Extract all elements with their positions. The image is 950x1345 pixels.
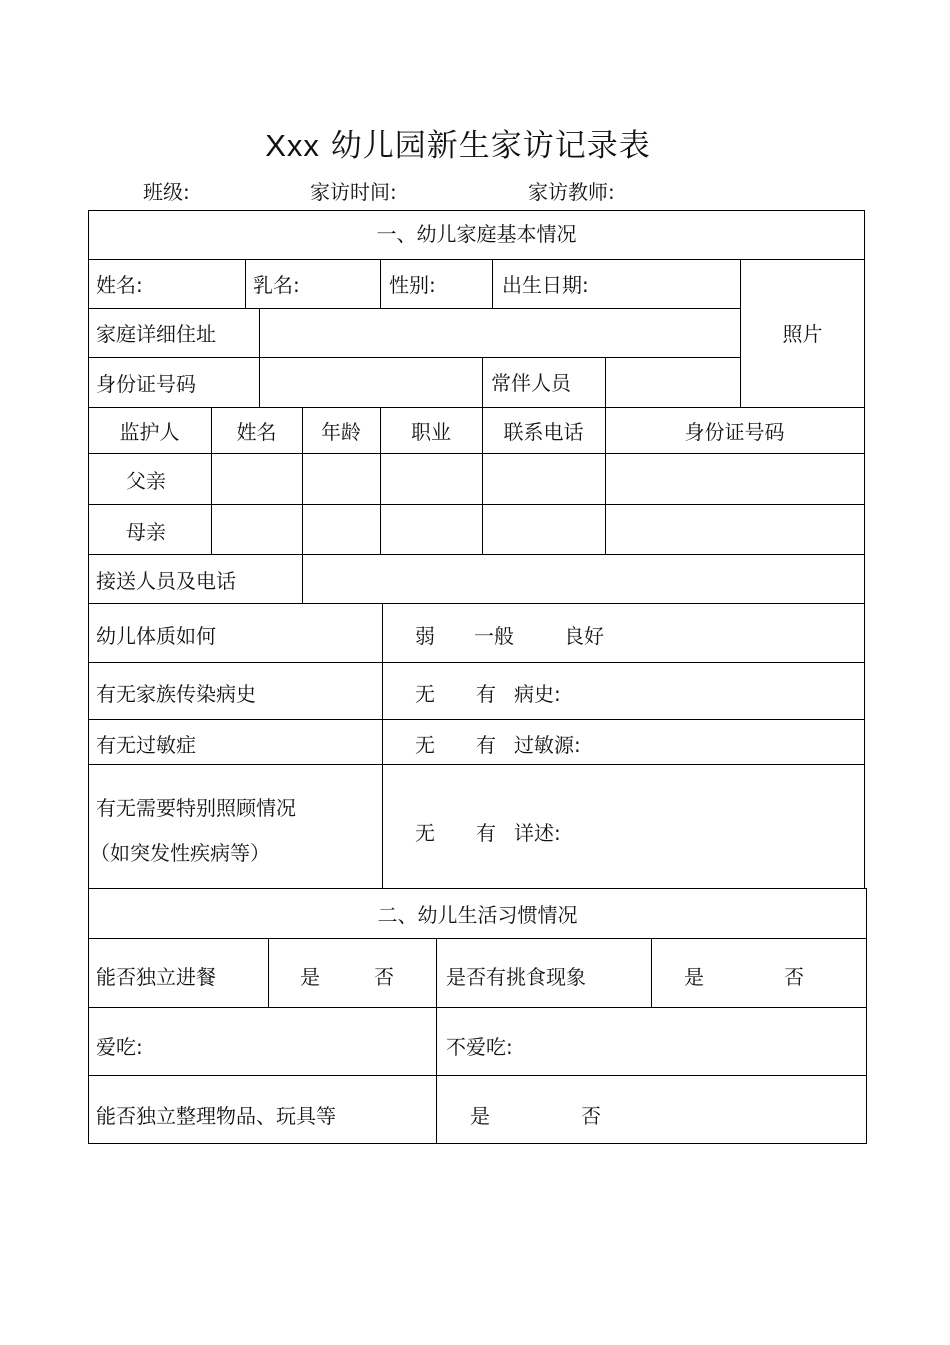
col-divider xyxy=(651,938,652,1007)
row-divider xyxy=(88,554,865,555)
constitution-option-good[interactable]: 良好 xyxy=(564,624,604,648)
row-divider xyxy=(88,888,867,889)
row-divider xyxy=(88,504,865,505)
disease-option-yes[interactable]: 有 xyxy=(476,682,496,706)
col-divider xyxy=(380,259,381,308)
section1-heading: 一、幼儿家庭基本情况 xyxy=(376,222,577,246)
disease-option-no[interactable]: 无 xyxy=(415,682,435,706)
guardian-row-mother: 母亲 xyxy=(126,520,166,544)
eat-independently-label: 能否独立进餐 xyxy=(96,965,216,989)
row-divider xyxy=(88,764,865,765)
col-divider xyxy=(245,259,246,308)
table-border-left xyxy=(88,210,89,1144)
col-divider xyxy=(268,938,269,1007)
col-header-occupation: 职业 xyxy=(411,420,451,444)
pickup-label: 接送人员及电话 xyxy=(96,569,236,593)
gender-label: 性别: xyxy=(389,273,436,297)
col-header-name: 姓名 xyxy=(236,420,277,444)
visit-time-label: 家访时间: xyxy=(310,180,397,204)
tidy-option-yes[interactable]: 是 xyxy=(470,1104,490,1128)
tidy-up-label: 能否独立整理物品、玩具等 xyxy=(96,1104,336,1128)
special-care-label: 有无需要特别照顾情况 xyxy=(96,796,296,820)
birth-date-label: 出生日期: xyxy=(502,273,589,297)
row-divider xyxy=(88,1075,867,1076)
eat-option-yes[interactable]: 是 xyxy=(300,965,320,989)
photo-label: 照片 xyxy=(782,322,823,346)
teacher-label: 家访教师: xyxy=(528,180,615,204)
special-care-option-yes[interactable]: 有 xyxy=(476,821,496,845)
likes-label: 爱吃: xyxy=(96,1035,143,1059)
row-divider xyxy=(88,719,865,720)
allergen-label: 过敏源: xyxy=(514,733,581,757)
special-care-note: （如突发性疾病等） xyxy=(90,841,270,865)
col-divider xyxy=(382,603,383,888)
row-divider xyxy=(88,938,867,939)
col-header-phone: 联系电话 xyxy=(503,420,584,444)
col-header-age: 年龄 xyxy=(321,420,361,444)
col-divider xyxy=(605,357,606,407)
row-divider xyxy=(88,662,865,663)
guardian-row-father: 父亲 xyxy=(126,469,166,493)
col-divider xyxy=(436,938,437,1143)
name-label: 姓名: xyxy=(96,273,143,297)
picky-option-no[interactable]: 否 xyxy=(784,965,804,989)
row-divider xyxy=(88,259,865,260)
eat-option-no[interactable]: 否 xyxy=(374,965,394,989)
row-divider xyxy=(88,603,865,604)
row-divider xyxy=(88,308,741,309)
companion-label: 常伴人员 xyxy=(491,371,571,395)
constitution-label: 幼儿体质如何 xyxy=(96,624,216,648)
row-divider xyxy=(88,357,741,358)
row-divider xyxy=(88,453,865,454)
allergy-option-no[interactable]: 无 xyxy=(415,733,435,757)
row-divider xyxy=(88,407,865,408)
section2-heading: 二、幼儿生活习惯情况 xyxy=(377,903,578,927)
nickname-label: 乳名: xyxy=(253,273,300,297)
disease-history-label: 病史: xyxy=(514,682,561,706)
dislikes-label: 不爱吃: xyxy=(446,1035,513,1059)
table-border-bottom xyxy=(88,1143,867,1144)
id-number-label: 身份证号码 xyxy=(96,372,196,396)
picky-eating-label: 是否有挑食现象 xyxy=(446,965,586,989)
picky-option-yes[interactable]: 是 xyxy=(684,965,704,989)
table-border-top xyxy=(88,210,865,211)
allergy-label: 有无过敏症 xyxy=(96,733,196,757)
address-label: 家庭详细住址 xyxy=(96,322,216,346)
special-care-option-no[interactable]: 无 xyxy=(415,821,435,845)
constitution-option-weak[interactable]: 弱 xyxy=(415,624,435,648)
col-divider xyxy=(259,308,260,407)
row-divider xyxy=(88,1007,867,1008)
col-divider xyxy=(492,259,493,308)
title-prefix: Xxx xyxy=(265,128,320,163)
allergy-option-yes[interactable]: 有 xyxy=(476,733,496,757)
constitution-option-average[interactable]: 一般 xyxy=(474,624,514,648)
page-title xyxy=(0,120,916,165)
col-header-id-number: 身份证号码 xyxy=(684,420,785,444)
family-disease-label: 有无家族传染病史 xyxy=(96,682,256,706)
class-label: 班级: xyxy=(143,180,190,204)
title-main: 幼儿园新生家访记录表 xyxy=(330,128,651,164)
table-border-right xyxy=(864,210,865,888)
special-care-detail-label: 详述: xyxy=(514,821,561,845)
tidy-option-no[interactable]: 否 xyxy=(581,1104,601,1128)
col-divider xyxy=(482,357,483,407)
col-header-guardian: 监护人 xyxy=(119,420,180,444)
